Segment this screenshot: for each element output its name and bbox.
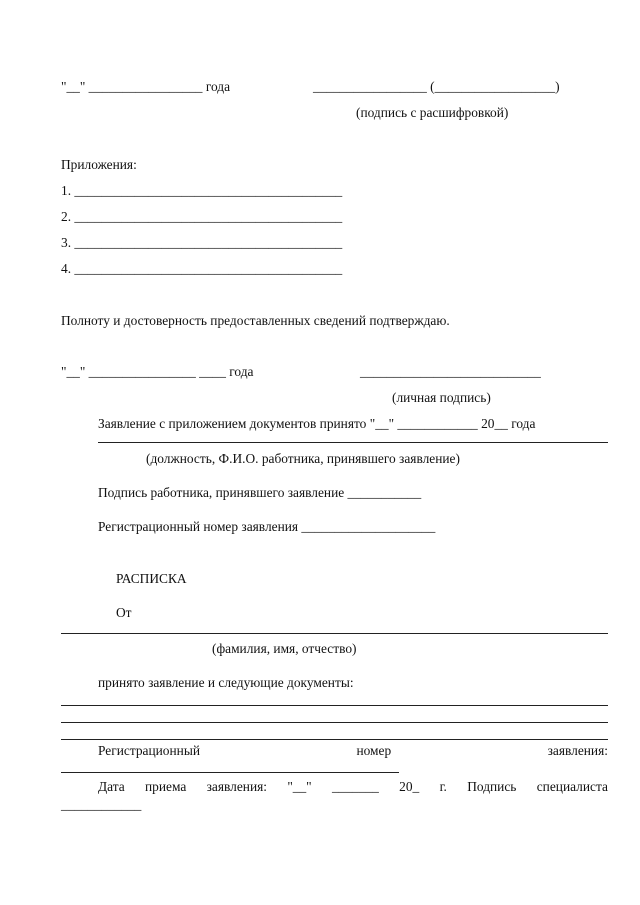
receipt-title: РАСПИСКА [116,571,187,586]
attachment-item: 1. ________________________________________ [61,183,343,198]
receipt-date-line [98,779,608,795]
reg-word: номер [356,743,392,758]
confirmation-text: Полноту и достоверность предоставленных сведений подтверждаю. [61,313,450,328]
date-word: _______ [331,779,379,794]
signature-caption: (подпись с расшифровкой) [356,105,509,120]
date-word: специалиста [536,779,608,794]
registration-number-line: Регистрационный номер заявления ____________________ [98,519,436,534]
personal-signature-caption: (личная подпись) [392,390,491,405]
application-date-line: "__" _________________ года [61,79,231,94]
date-word: приема [145,779,187,794]
employee-name-rule [98,442,608,443]
receipt-from-label: От [116,605,132,620]
registration-number-rule [61,772,399,773]
receipt-registration-line [98,743,608,759]
full-name-rule [61,633,608,634]
attachments-heading: Приложения: [61,157,137,172]
attachment-item: 2. ________________________________________ [61,209,343,224]
reg-word: заявления: [547,743,608,758]
documents-rule [61,722,608,723]
documents-text: принято заявление и следующие документы: [98,675,354,690]
date-word: заявления: [206,779,268,794]
date-word: 20_ [399,779,420,794]
reg-word: Регистрационный [98,743,200,758]
date-word: "__" [287,779,312,794]
employee-signature-line: Подпись работника, принявшего заявление ___________ [98,485,422,500]
date-word: Дата [98,779,125,794]
specialist-signature-line: ____________ [61,797,142,812]
accepted-text: Заявление с приложением документов принято "__" ____________ 20__ года [98,416,536,431]
attachment-item: 3. ________________________________________ [61,235,343,250]
documents-rule [61,705,608,706]
date-word: Подпись [467,779,517,794]
name-caption: (фамилия, имя, отчество) [212,641,357,656]
personal-signature-line: ___________________________ [360,364,541,379]
attachment-item: 4. ________________________________________ [61,261,343,276]
employee-caption: (должность, Ф.И.О. работника, принявшего заявление) [146,451,460,466]
confirmation-date-line: "__" ________________ ____ года [61,364,254,379]
date-word: г. [439,779,447,794]
applicant-signature-line: _________________ (__________________) [313,79,560,94]
documents-rule [61,739,608,740]
